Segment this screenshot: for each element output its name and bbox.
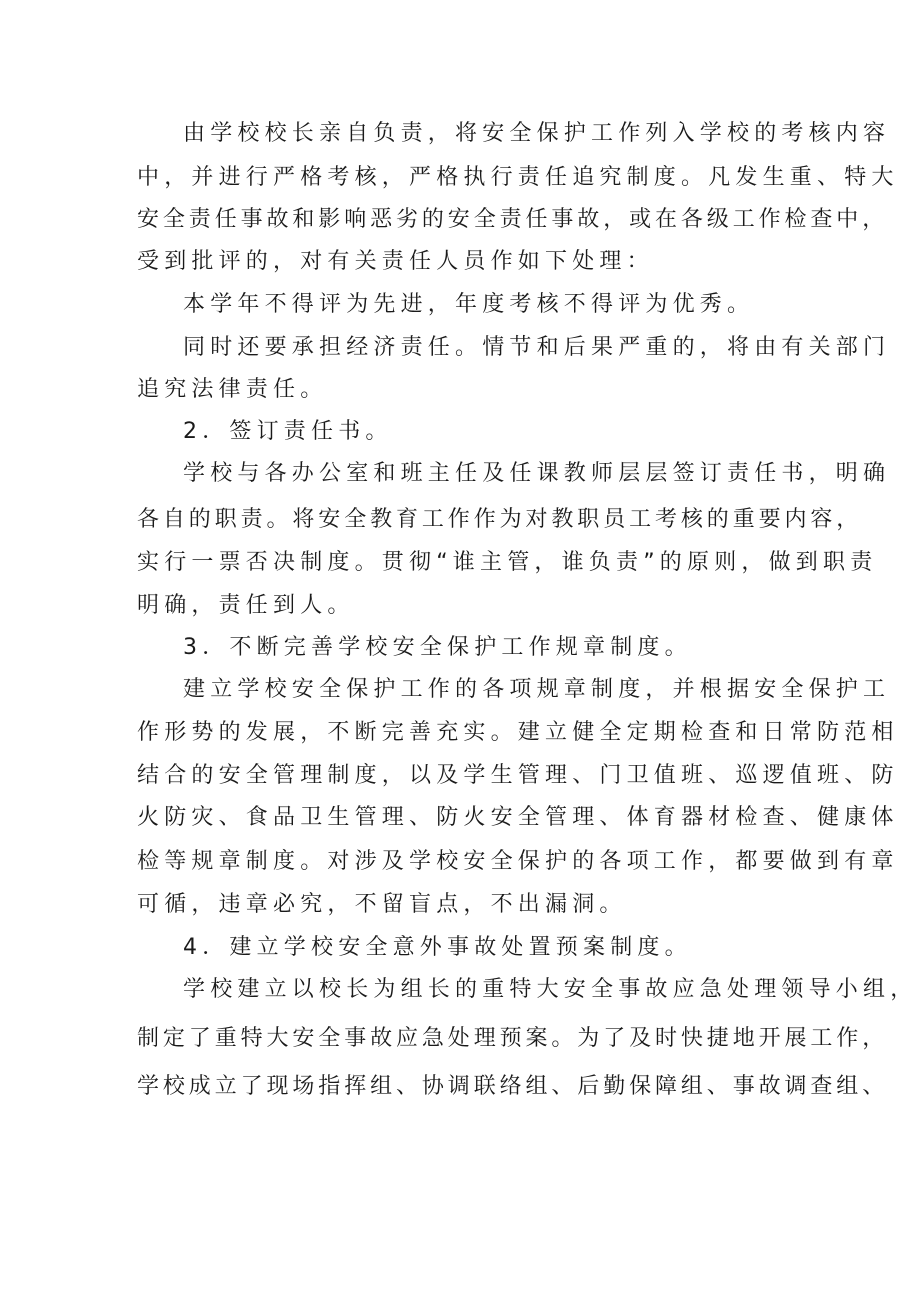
text-line: 学校成立了现场指挥组、协调联络组、后勤保障组、事故调查组、 [137, 1074, 889, 1099]
text-line: 本学年不得评为先进，年度考核不得评为优秀。 [183, 292, 755, 317]
text-line: 检等规章制度。对涉及学校安全保护的各项工作，都要做到有章 [137, 849, 899, 874]
text-line: 制定了重特大安全事故应急处理预案。为了及时快捷地开展工作， [137, 1026, 889, 1051]
text-line: 明确，责任到人。 [137, 593, 355, 618]
text-line: 由学校校长亲自负责，将安全保护工作列入学校的考核内容 [183, 121, 891, 146]
text-line: 学校建立以校长为组长的重特大安全事故应急处理领导小组， [183, 977, 918, 1002]
section-heading-3: 3．不断完善学校安全保护工作规章制度。 [183, 635, 692, 660]
text-line: 火防灾、食品卫生管理、防火安全管理、体育器材检查、健康体 [137, 805, 899, 830]
section-heading-2: 2．签订责任书。 [183, 419, 393, 444]
text-line: 受到批评的，对有关责任人员作如下处理： [137, 249, 654, 274]
text-line: 实行一票否决制度。贯彻“谁主管，谁负责”的原则，做到职责 [137, 550, 878, 575]
text-line: 作形势的发展，不断完善充实。建立健全定期检查和日常防范相 [137, 720, 899, 745]
text-line: 结合的安全管理制度，以及学生管理、门卫值班、巡逻值班、防 [137, 763, 899, 788]
text-line: 可循，违章必究，不留盲点，不出漏洞。 [137, 892, 627, 917]
text-line: 同时还要承担经济责任。情节和后果严重的，将由有关部门 [183, 335, 891, 360]
text-line: 中，并进行严格考核，严格执行责任追究制度。凡发生重、特大 [137, 165, 899, 190]
text-line: 安全责任事故和影响恶劣的安全责任事故，或在各级工作检查中， [137, 207, 889, 232]
section-heading-4: 4．建立学校安全意外事故处置预案制度。 [183, 935, 692, 960]
text-line: 追究法律责任。 [137, 377, 328, 402]
text-line: 各自的职责。将安全教育工作作为对教职员工考核的重要内容， [137, 507, 863, 532]
text-line: 建立学校安全保护工作的各项规章制度，并根据安全保护工 [183, 677, 891, 702]
text-line: 学校与各办公室和班主任及任课教师层层签订责任书，明确 [183, 461, 891, 486]
